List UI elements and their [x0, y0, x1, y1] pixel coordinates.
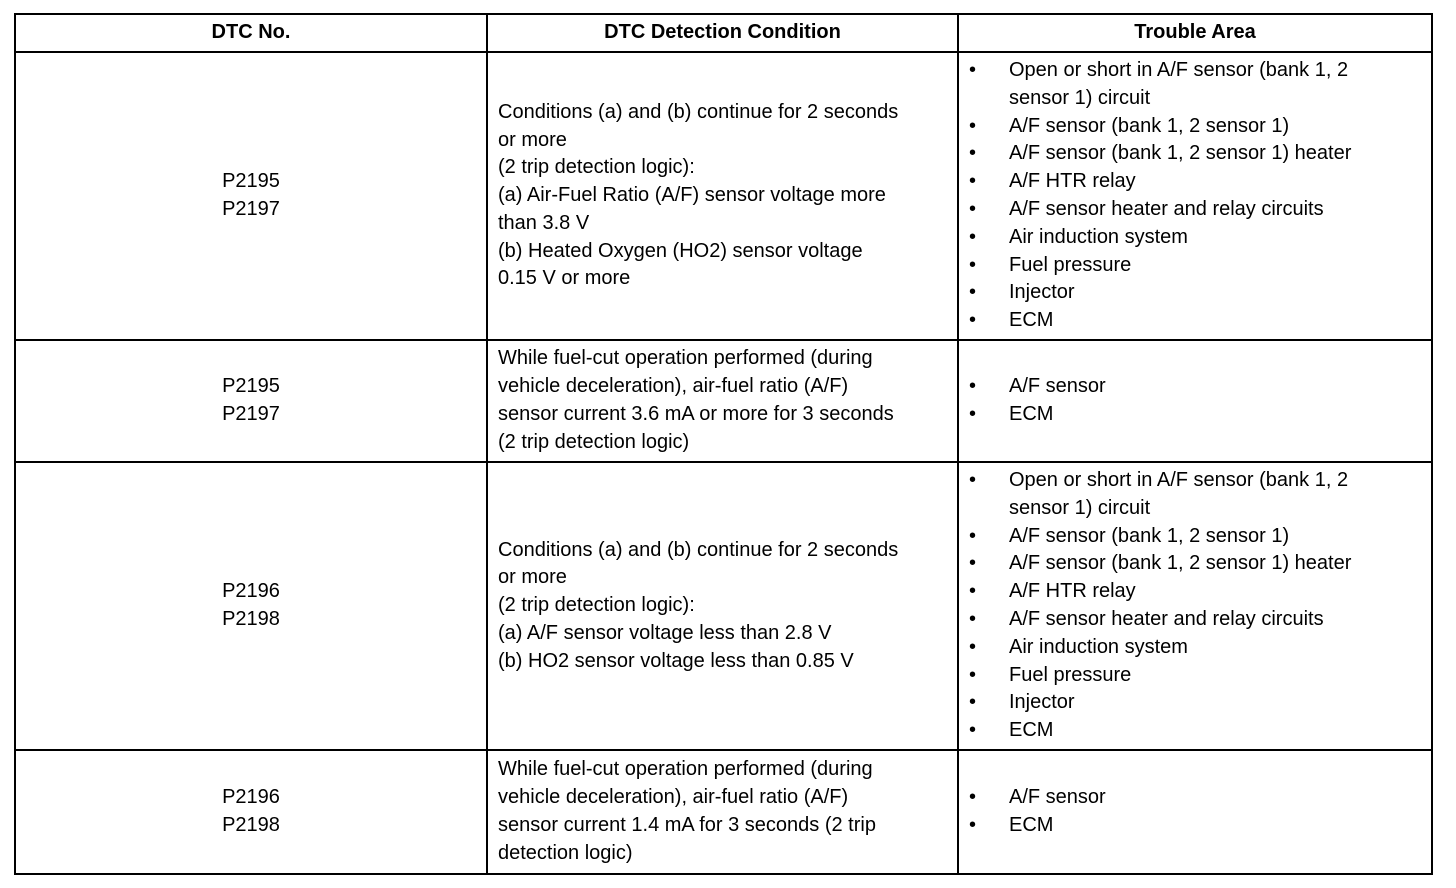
condition-line: 0.15 V or more — [498, 267, 631, 290]
trouble-area-cell — [958, 750, 1432, 874]
table-row — [15, 462, 1432, 750]
trouble-area-text — [1009, 252, 1431, 280]
condition-line: While fuel-cut operation performed (during — [498, 347, 873, 370]
dtc-code-cell — [15, 462, 487, 750]
trouble-area-text — [1009, 113, 1431, 141]
trouble-area-list — [969, 373, 1431, 429]
condition-line: (b) Heated Oxygen (HO2) sensor voltage — [498, 239, 863, 262]
trouble-area-list — [969, 784, 1431, 840]
bullet-icon: • — [969, 309, 977, 332]
dtc-code: P2197 — [222, 403, 280, 425]
trouble-area-item — [969, 57, 1431, 113]
trouble-area-item — [969, 168, 1431, 196]
trouble-area-line: A/F sensor — [1009, 786, 1106, 809]
bullet-icon: • — [969, 142, 977, 165]
trouble-area-line: Injector — [1009, 691, 1075, 714]
bullet-icon: • — [969, 59, 977, 82]
trouble-area-text — [1009, 224, 1431, 252]
trouble-area-item — [969, 113, 1431, 141]
header-trouble-area: Trouble Area — [958, 14, 1432, 52]
trouble-area-line: sensor 1) circuit — [1009, 496, 1151, 519]
header-dtc-no: DTC No. — [15, 14, 487, 52]
bullet-icon: • — [969, 635, 977, 658]
trouble-area-item — [969, 196, 1431, 224]
bullet-icon: • — [969, 375, 977, 398]
trouble-area-item — [969, 373, 1431, 401]
trouble-area-text — [1009, 689, 1431, 717]
bullet-icon: • — [969, 225, 977, 248]
trouble-area-line: ECM — [1009, 814, 1054, 836]
dtc-code: P2196 — [222, 786, 280, 809]
trouble-area-text — [1009, 373, 1431, 401]
trouble-area-text — [1009, 467, 1431, 523]
trouble-area-item — [969, 550, 1431, 578]
bullet-icon: • — [969, 524, 977, 547]
trouble-area-line: Air induction system — [1009, 225, 1188, 248]
trouble-area-text — [1009, 550, 1431, 578]
condition-line: detection logic) — [498, 841, 633, 864]
trouble-area-line: A/F HTR relay — [1009, 170, 1136, 193]
table-row — [15, 52, 1432, 340]
condition-line: sensor current 3.6 mA or more for 3 seconds — [498, 403, 894, 425]
bullet-icon: • — [969, 719, 977, 742]
dtc-code-cell — [15, 52, 487, 340]
bullet-icon: • — [969, 170, 977, 193]
trouble-area-item — [969, 784, 1431, 812]
trouble-area-item — [969, 279, 1431, 307]
trouble-area-text — [1009, 578, 1431, 606]
trouble-area-line: ECM — [1009, 403, 1054, 425]
trouble-area-text — [1009, 662, 1431, 690]
trouble-area-item — [969, 523, 1431, 551]
bullet-icon: • — [969, 281, 977, 304]
trouble-area-item — [969, 224, 1431, 252]
dtc-table — [14, 13, 1433, 875]
bullet-icon: • — [969, 403, 977, 425]
condition-line: While fuel-cut operation performed (during — [498, 758, 873, 781]
detection-condition-cell — [487, 340, 958, 462]
trouble-area-text — [1009, 307, 1431, 335]
trouble-area-item — [969, 252, 1431, 280]
bullet-icon: • — [969, 114, 977, 137]
bullet-icon: • — [969, 469, 977, 492]
trouble-area-line: sensor 1) circuit — [1009, 86, 1151, 109]
trouble-area-line: Fuel pressure — [1009, 253, 1132, 276]
trouble-area-line: A/F sensor heater and relay circuits — [1009, 608, 1324, 630]
bullet-icon: • — [969, 580, 977, 603]
detection-condition-cell — [487, 750, 958, 874]
trouble-area-line: ECM — [1009, 719, 1054, 742]
trouble-area-line: A/F sensor (bank 1, 2 sensor 1) heater — [1009, 142, 1352, 165]
trouble-area-list — [969, 57, 1431, 335]
trouble-area-item — [969, 140, 1431, 168]
dtc-code: P2198 — [222, 608, 280, 630]
trouble-area-item — [969, 467, 1431, 523]
table-row — [15, 750, 1432, 874]
trouble-area-line: A/F sensor (bank 1, 2 sensor 1) heater — [1009, 552, 1352, 575]
condition-line: (a) A/F sensor voltage less than 2.8 V — [498, 621, 832, 644]
trouble-area-text — [1009, 196, 1431, 224]
condition-line: or more — [498, 566, 567, 589]
table-row — [15, 340, 1432, 462]
trouble-area-item — [969, 307, 1431, 335]
trouble-area-line: Air induction system — [1009, 635, 1188, 658]
trouble-area-text — [1009, 168, 1431, 196]
dtc-code: P2195 — [222, 170, 280, 193]
trouble-area-line: Injector — [1009, 281, 1075, 304]
trouble-area-item — [969, 812, 1431, 840]
trouble-area-text — [1009, 717, 1431, 745]
condition-line: (a) Air-Fuel Ratio (A/F) sensor voltage more — [498, 184, 886, 207]
trouble-area-item — [969, 606, 1431, 634]
trouble-area-line: Open or short in A/F sensor (bank 1, 2 — [1009, 59, 1349, 82]
dtc-code: P2197 — [222, 198, 280, 220]
trouble-area-item — [969, 578, 1431, 606]
trouble-area-text — [1009, 523, 1431, 551]
trouble-area-item — [969, 634, 1431, 662]
bullet-icon: • — [969, 663, 977, 686]
detection-condition-cell — [487, 462, 958, 750]
dtc-code-cell — [15, 340, 487, 462]
trouble-area-cell — [958, 462, 1432, 750]
bullet-icon: • — [969, 253, 977, 276]
trouble-area-text — [1009, 606, 1431, 634]
trouble-area-line: A/F sensor (bank 1, 2 sensor 1) — [1009, 524, 1290, 547]
condition-line: (2 trip detection logic): — [498, 594, 695, 617]
trouble-area-item — [969, 662, 1431, 690]
condition-line: vehicle deceleration), air-fuel ratio (A/F) — [498, 786, 849, 809]
condition-line: Conditions (a) and (b) continue for 2 seconds — [498, 538, 899, 561]
trouble-area-text — [1009, 57, 1431, 113]
trouble-area-text — [1009, 140, 1431, 168]
condition-line: vehicle deceleration), air-fuel ratio (A/F) — [498, 375, 849, 398]
condition-line: (b) HO2 sensor voltage less than 0.85 V — [498, 649, 854, 672]
trouble-area-item — [969, 401, 1431, 429]
trouble-area-cell — [958, 340, 1432, 462]
trouble-area-line: A/F sensor (bank 1, 2 sensor 1) — [1009, 114, 1290, 137]
trouble-area-line: Open or short in A/F sensor (bank 1, 2 — [1009, 469, 1349, 492]
trouble-area-item — [969, 689, 1431, 717]
table-header-row — [15, 14, 1432, 52]
trouble-area-item — [969, 717, 1431, 745]
trouble-area-line: A/F sensor — [1009, 375, 1106, 398]
bullet-icon: • — [969, 691, 977, 714]
trouble-area-text — [1009, 812, 1431, 840]
dtc-code: P2198 — [222, 814, 280, 836]
trouble-area-text — [1009, 634, 1431, 662]
trouble-area-line: A/F HTR relay — [1009, 580, 1136, 603]
trouble-area-text — [1009, 784, 1431, 812]
condition-line: (2 trip detection logic): — [498, 156, 695, 179]
condition-line: than 3.8 V — [498, 211, 590, 234]
condition-line: Conditions (a) and (b) continue for 2 seconds — [498, 100, 899, 123]
dtc-code-cell — [15, 750, 487, 874]
header-detection-condition: DTC Detection Condition — [487, 14, 958, 52]
trouble-area-line: ECM — [1009, 309, 1054, 332]
trouble-area-text — [1009, 401, 1431, 429]
condition-line: (2 trip detection logic) — [498, 430, 690, 453]
trouble-area-line: A/F sensor heater and relay circuits — [1009, 198, 1324, 220]
trouble-area-text — [1009, 279, 1431, 307]
bullet-icon: • — [969, 608, 977, 630]
bullet-icon: • — [969, 786, 977, 809]
trouble-area-line: Fuel pressure — [1009, 663, 1132, 686]
bullet-icon: • — [969, 198, 977, 220]
trouble-area-cell — [958, 52, 1432, 340]
bullet-icon: • — [969, 814, 977, 836]
dtc-code: P2196 — [222, 580, 280, 603]
detection-condition-cell — [487, 52, 958, 340]
bullet-icon: • — [969, 552, 977, 575]
table-body — [15, 52, 1432, 874]
dtc-code: P2195 — [222, 375, 280, 398]
condition-line: or more — [498, 128, 567, 151]
condition-line: sensor current 1.4 mA for 3 seconds (2 trip — [498, 814, 876, 836]
trouble-area-list — [969, 467, 1431, 745]
